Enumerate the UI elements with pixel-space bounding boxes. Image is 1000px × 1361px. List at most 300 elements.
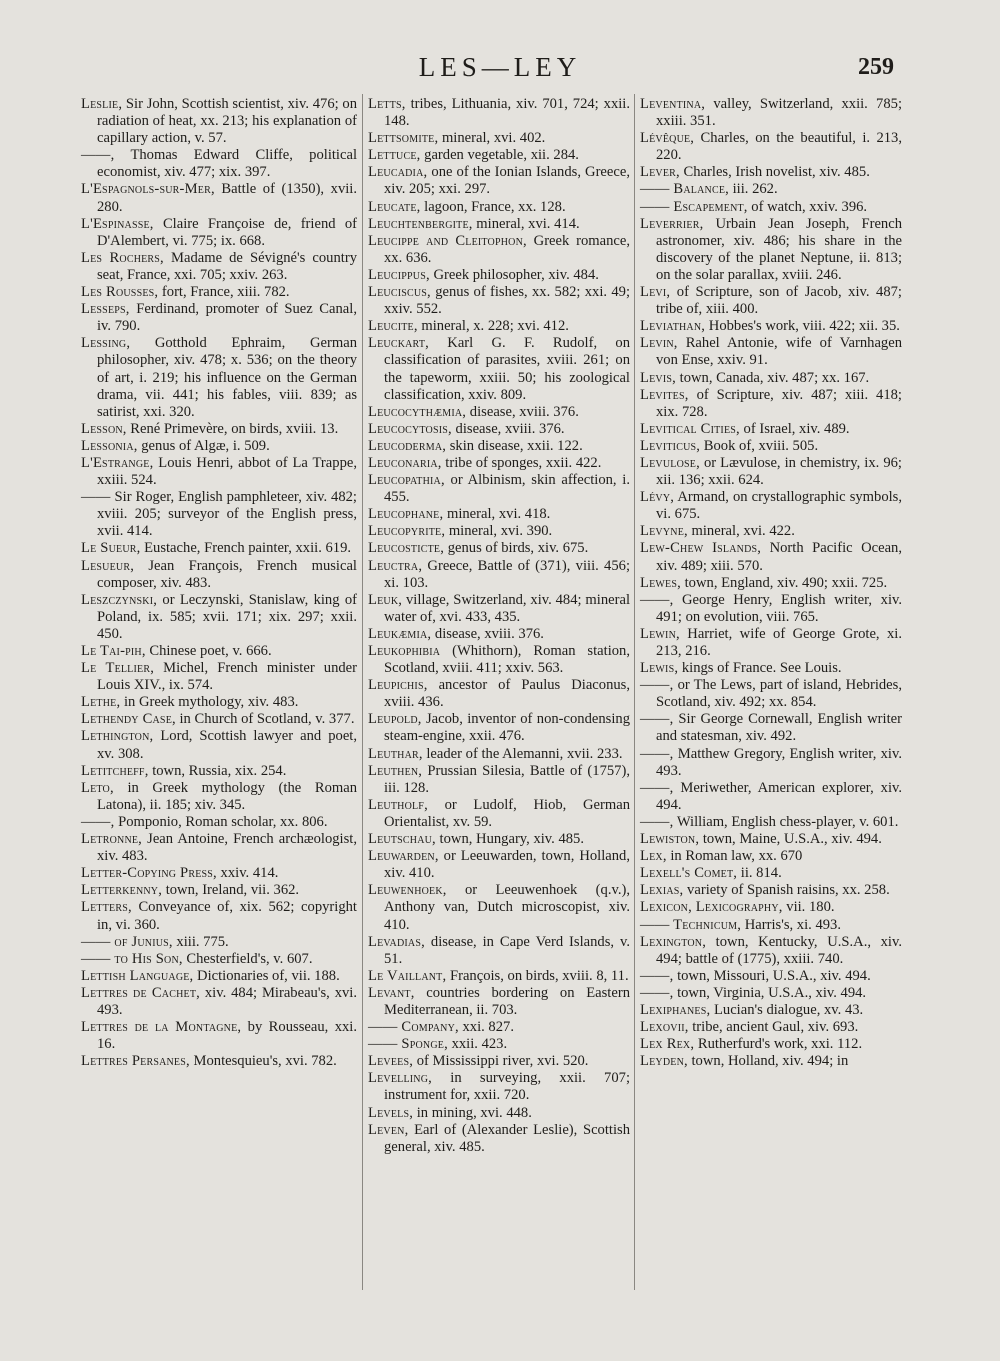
index-entry <box>640 181 902 198</box>
entry-headword: Levees, <box>368 1053 414 1070</box>
entry-headword: Levitical Cities, <box>640 420 740 437</box>
entry-references: disease, xviii. 376. <box>451 420 565 437</box>
index-entry <box>640 831 902 848</box>
entry-headword: Leslie, <box>81 96 123 112</box>
index-entry <box>81 181 357 215</box>
index-entry <box>368 199 630 216</box>
entry-headword: Lettsomite, <box>368 130 439 147</box>
entry-references: countries bordering on Eastern Mediterranean, ii. 703. <box>384 984 630 1018</box>
entry-headword: Lévy, <box>640 489 675 506</box>
index-entry <box>81 96 357 147</box>
entry-headword: Lewiston, <box>640 831 700 848</box>
entry-references: town, Holland, xiv. 494; in <box>687 1053 849 1070</box>
entry-headword: —— <box>81 489 111 506</box>
entry-headword: Leuwenhoek, <box>368 882 447 899</box>
index-entry <box>368 1122 630 1156</box>
index-entry <box>368 540 630 557</box>
index-entry <box>640 164 902 181</box>
index-entry <box>640 917 902 934</box>
index-entry <box>640 1019 902 1036</box>
entry-headword: Leucippus, <box>368 266 430 283</box>
entry-references: garden vegetable, xii. 284. <box>420 147 579 164</box>
entry-headword: Levin, <box>640 335 678 352</box>
entry-headword: Leverrier, <box>640 215 704 232</box>
entry-references: Charles, Irish novelist, xiv. 485. <box>679 164 870 181</box>
entry-references: by Rousseau, xxi. 16. <box>97 1019 357 1053</box>
entry-references: iii. 262. <box>728 181 778 198</box>
entry-references: Dictionaries of, vii. 188. <box>193 967 340 984</box>
index-entry <box>368 284 630 318</box>
entry-references: xxi. 827. <box>458 1019 514 1036</box>
index-entry <box>368 746 630 763</box>
index-entry <box>81 1019 357 1053</box>
index-entry <box>368 438 630 455</box>
entry-headword: Leuckart, <box>368 335 429 352</box>
entry-headword: L'Estrange, <box>81 454 154 471</box>
entry-references: Greek romance, xx. 636. <box>384 232 630 266</box>
index-entry <box>81 814 357 831</box>
entry-references: Armand, on crystallographic symbols, vi. 675. <box>656 489 902 523</box>
index-entry <box>81 951 357 968</box>
entry-references: Chesterfield's, v. 607. <box>182 950 313 967</box>
column-divider <box>634 94 635 1290</box>
entry-headword: Le Sueur, <box>81 540 141 557</box>
entry-headword: Leto, <box>81 779 114 796</box>
entry-references: Meriwether, American explorer, xiv. 494. <box>656 779 902 813</box>
index-entry <box>640 677 902 711</box>
entry-headword: Lexington, <box>640 933 707 950</box>
entry-references: Book of, xviii. 505. <box>700 437 819 454</box>
entry-headword: Leyden, <box>640 1053 688 1070</box>
index-entry <box>640 96 902 130</box>
entry-headword: L'Espinasse, <box>81 215 154 232</box>
index-entry <box>368 558 630 592</box>
index-entry <box>81 934 357 951</box>
index-entry <box>81 1053 357 1070</box>
entry-headword: Lewin, <box>640 625 680 642</box>
entry-headword: Leuk, <box>368 591 403 608</box>
index-entry <box>368 1070 630 1104</box>
entry-headword: Lethendy Case, <box>81 711 176 728</box>
entry-references: town, Hungary, xiv. 485. <box>435 831 584 848</box>
entry-headword: Le Tellier, <box>81 660 155 677</box>
index-entry <box>368 421 630 438</box>
entry-headword: ——, <box>81 813 115 830</box>
index-entry <box>81 216 357 250</box>
index-entry <box>81 335 357 420</box>
entry-references: or Lævulose, in chemistry, ix. 96; xii. 136; xxii. 624. <box>656 454 902 489</box>
entry-headword: Leuthen, <box>368 762 423 779</box>
index-entry <box>368 147 630 164</box>
index-entry <box>81 301 357 335</box>
entry-headword: Letts, <box>368 96 406 112</box>
entry-headword: Lettres de Cachet, <box>81 984 200 1001</box>
entry-headword: Lewis, <box>640 660 679 677</box>
index-column-2 <box>368 96 630 1156</box>
index-entry <box>368 233 630 267</box>
index-entry <box>640 1053 902 1070</box>
entry-references: in Church of Scotland, v. 377. <box>175 711 355 728</box>
index-entry <box>640 660 902 677</box>
index-entry <box>640 284 902 318</box>
running-header: LES—LEY <box>418 52 582 82</box>
entry-references: village, Switzerland, xiv. 484; mineral water of, xvi. 433, 435. <box>384 591 630 625</box>
entry-references: town, Missouri, U.S.A., xiv. 494. <box>673 967 871 984</box>
entry-headword: Leviathan, <box>640 318 706 335</box>
entry-references: of Scripture, xiv. 487; xiii. 418; xix. 728. <box>656 386 902 420</box>
index-entry <box>81 438 357 455</box>
entry-references: Lucian's dialogue, xv. 43. <box>710 1001 864 1018</box>
entry-references: of Mississippi river, xvi. 520. <box>413 1053 589 1070</box>
entry-headword: ——, <box>640 711 674 728</box>
entry-references: François, on birds, xviii. 8, 11. <box>446 967 629 984</box>
entry-references: fort, France, xiii. 782. <box>158 284 290 301</box>
entry-references: Ferdinand, promoter of Suez Canal, iv. 790. <box>97 301 357 335</box>
entry-headword: ——, <box>640 779 674 796</box>
index-column-3 <box>640 96 902 1070</box>
index-entry <box>81 711 357 728</box>
entry-headword: Leuciscus, <box>368 284 431 301</box>
index-entry <box>368 848 630 882</box>
index-entry <box>368 472 630 506</box>
index-entry <box>640 814 902 831</box>
index-entry <box>368 335 630 403</box>
entry-headword: Leukophibia <box>368 643 441 659</box>
index-entry <box>81 540 357 557</box>
entry-references: Lord, Scottish lawyer and poet, xv. 308. <box>97 728 357 762</box>
entry-references: disease, xviii. 376. <box>466 403 579 420</box>
index-entry <box>81 643 357 660</box>
index-entry <box>368 523 630 540</box>
entry-headword: Lettres de la Montagne, <box>81 1019 242 1036</box>
entry-headword: Leucadia, <box>368 164 428 181</box>
entry-references: Thomas Edward Cliffe, political economist, xiv. 477; xix. 397. <box>97 147 357 181</box>
index-entry <box>81 763 357 780</box>
entry-headword: Lettuce, <box>368 147 421 164</box>
entry-headword: Lessonia, <box>81 437 138 454</box>
entry-references: Greek philosopher, xiv. 484. <box>429 266 599 283</box>
entry-headword: Lexiphanes, <box>640 1001 711 1018</box>
entry-references: Battle of (1350), xvii. 280. <box>97 181 357 215</box>
index-entry <box>368 1105 630 1122</box>
index-entry <box>368 267 630 284</box>
index-entry <box>81 882 357 899</box>
entry-references: xxii. 423. <box>447 1036 508 1053</box>
entry-headword: Lethe, <box>81 694 121 711</box>
entry-references: Louis Henri, abbot of La Trappe, xxiii. 524. <box>97 454 357 489</box>
index-entry <box>640 1002 902 1019</box>
entry-headword: Leszczynski, <box>81 591 158 608</box>
index-entry <box>640 865 902 882</box>
entry-references: in Greek mythology, xiv. 483. <box>120 694 299 711</box>
page-number: 259 <box>858 54 894 80</box>
entry-headword: Letronne, <box>81 831 143 848</box>
entry-references: town, Ireland, vii. 362. <box>162 882 300 899</box>
entry-headword: Le Tai-pih, <box>81 643 146 659</box>
index-entry <box>368 677 630 711</box>
entry-headword: Letitcheff, <box>81 762 149 779</box>
index-entry <box>368 626 630 643</box>
index-entry <box>640 318 902 335</box>
entry-references: of watch, xxiv. 396. <box>747 198 868 215</box>
entry-references: Harris's, xi. 493. <box>741 916 841 933</box>
entry-headword: Leucopyrite, <box>368 523 446 540</box>
entry-headword: Levites, <box>640 386 689 403</box>
index-entry <box>640 968 902 985</box>
entry-headword: Lex, <box>640 848 667 865</box>
index-entry <box>640 985 902 1002</box>
entry-headword: Lessing, <box>81 335 131 352</box>
entry-references: or Leeuwenhoek (q.v.), Anthony van, Dutch microscopist, xiv. 410. <box>384 882 630 933</box>
index-entry <box>368 506 630 523</box>
entry-references: Hobbes's work, viii. 422; xii. 35. <box>705 318 900 335</box>
index-entry <box>368 711 630 745</box>
index-entry <box>81 694 357 711</box>
index-entry <box>640 540 902 574</box>
index-entry <box>81 985 357 1019</box>
entry-references: mineral, xvi. 414. <box>472 215 580 232</box>
entry-headword: Levyne, <box>640 523 688 540</box>
entry-references: Sir George Cornewall, English writer and statesman, xiv. 492. <box>656 711 902 745</box>
index-entry <box>640 899 902 916</box>
entry-references: (Whithorn), Roman station, Scotland, xviii. 411; xxiv. 563. <box>384 643 630 677</box>
index-entry <box>368 985 630 1019</box>
index-entry <box>368 968 630 985</box>
entry-references: ancestor of Paulus Diaconus, xviii. 436. <box>384 677 630 711</box>
index-entry <box>81 489 357 540</box>
entry-headword: Lever, <box>640 164 680 181</box>
index-entry <box>81 728 357 762</box>
entry-headword: —— Escapement, <box>640 198 748 215</box>
entry-references: George Henry, English writer, xiv. 491; on evolution, viii. 765. <box>656 591 902 625</box>
entry-references: Michel, French minister under Louis XIV., ix. 574. <box>97 660 357 694</box>
index-entry <box>368 96 630 130</box>
entry-headword: Lethington, <box>81 728 154 745</box>
entry-headword: L'Espagnols-sur-Mer, <box>81 181 215 198</box>
entry-headword: ——, <box>640 677 674 694</box>
index-entry <box>640 934 902 968</box>
entry-references: Sir John, Scottish scientist, xiv. 476; on radiation of heat, xx. 213; his explanation of capillary action, v. 57. <box>97 96 357 147</box>
entry-references: or Albinism, skin affection, i. 455. <box>384 472 630 506</box>
entry-headword: —— Technicum, <box>640 916 742 933</box>
entry-references: town, Canada, xiv. 487; xx. 167. <box>676 369 870 386</box>
index-entry <box>368 130 630 147</box>
entry-references: or Ludolf, Hiob, German Orientalist, xv. 59. <box>384 796 630 830</box>
entry-references: mineral, xvi. 390. <box>445 523 553 540</box>
index-entry <box>368 318 630 335</box>
entry-references: Harriet, wife of George Grote, xi. 213, 216. <box>656 625 902 659</box>
index-entry <box>81 831 357 865</box>
entry-headword: Lex Rex, <box>640 1036 695 1053</box>
index-entry <box>640 130 902 164</box>
index-entry <box>640 882 902 899</box>
index-entry <box>640 199 902 216</box>
index-entry <box>81 421 357 438</box>
index-entry <box>640 575 902 592</box>
index-entry <box>640 523 902 540</box>
entry-headword: Leucophane, <box>368 506 444 523</box>
entry-headword: Lettres Persanes, <box>81 1053 190 1070</box>
entry-headword: Levels, <box>368 1104 414 1121</box>
entry-references: Charles, on the beautiful, i. 213, 220. <box>656 130 902 164</box>
index-entry <box>368 164 630 198</box>
index-entry <box>640 746 902 780</box>
entry-headword: ——, <box>640 967 674 984</box>
index-entry <box>640 216 902 284</box>
entry-headword: Lew-Chew Islands, <box>640 540 762 557</box>
index-entry <box>368 455 630 472</box>
entry-references: town, Russia, xix. 254. <box>148 762 287 779</box>
entry-headword: Lexicon, Lexicography, <box>640 899 783 916</box>
index-entry <box>640 848 902 865</box>
entry-references: Chinese poet, v. 666. <box>145 643 272 659</box>
entry-references: town, Virginia, U.S.A., xiv. 494. <box>673 984 867 1001</box>
index-entry <box>368 1036 630 1053</box>
entry-headword: Letters, <box>81 899 132 916</box>
entry-headword: Leucoderma, <box>368 437 447 454</box>
entry-references: Urbain Jean Joseph, French astronomer, xiv. 486; his share in the discovery of the planet Neptune, ii. 813; on the solar parallax, xviii. 246. <box>656 215 902 283</box>
entry-references: Rahel Antonie, wife of Varnhagen von Ense, xxiv. 91. <box>656 335 902 369</box>
index-entry <box>81 147 357 181</box>
entry-headword: ——, <box>640 745 674 762</box>
entry-references: Earl of (Alexander Leslie), Scottish general, xiv. 485. <box>384 1121 630 1155</box>
index-entry <box>640 455 902 489</box>
entry-references: ii. 814. <box>737 865 782 882</box>
entry-headword: Lettish Language, <box>81 967 194 984</box>
index-entry <box>81 968 357 985</box>
entry-references: skin disease, xxii. 122. <box>446 437 583 454</box>
index-entry <box>640 438 902 455</box>
entry-headword: Lesseps, <box>81 301 130 318</box>
entry-references: Conveyance of, xix. 562; copyright in, vi. 360. <box>97 899 357 933</box>
entry-references: leader of the Alemanni, xvii. 233. <box>422 745 623 762</box>
entry-references: town, England, xiv. 490; xxii. 725. <box>680 574 888 591</box>
index-entry <box>81 455 357 489</box>
entry-headword: —— Company, <box>368 1019 459 1036</box>
entry-headword: Lewes, <box>640 574 681 591</box>
entry-headword: Leven, <box>368 1121 409 1138</box>
entry-references: tribe, ancient Gaul, xiv. 693. <box>688 1019 859 1036</box>
entry-headword: Leupichis, <box>368 677 428 694</box>
entry-headword: ——, <box>640 813 674 830</box>
entry-headword: Leventina, <box>640 96 706 112</box>
entry-references: Rutherfurd's work, xxi. 112. <box>694 1036 863 1053</box>
entry-references: disease, in Cape Verd Islands, v. 51. <box>384 933 630 967</box>
entry-references: Eustache, French painter, xxii. 619. <box>140 540 352 557</box>
index-entry <box>640 1036 902 1053</box>
entry-references: or Leczynski, Stanislaw, king of Poland, ix. 585; xvii. 171; xix. 297; xxii. 450. <box>97 591 357 642</box>
entry-headword: —— Sponge, <box>368 1036 448 1053</box>
index-entry <box>368 934 630 968</box>
entry-headword: Leuchtenbergite, <box>368 215 473 232</box>
entry-references: Jean Antoine, French archæologist, xiv. 483. <box>97 831 357 865</box>
entry-references: xiv. 484; Mirabeau's, xvi. 493. <box>97 984 357 1018</box>
entry-references: xxiv. 414. <box>216 865 279 882</box>
index-entry <box>81 592 357 643</box>
entry-references: one of the Ionian Islands, Greece, xiv. 205; xxi. 297. <box>384 164 630 198</box>
entry-headword: Leuwarden, <box>368 848 439 865</box>
entry-references: Greece, Battle of (371), viii. 456; xi. 103. <box>384 557 630 591</box>
entry-references: lagoon, France, xx. 128. <box>420 198 566 215</box>
entry-references: vii. 180. <box>782 899 835 916</box>
entry-references: of Scripture, son of Jacob, xiv. 487; tribe of, xiii. 400. <box>656 284 902 318</box>
index-entry <box>368 592 630 626</box>
entry-references: Madame de Sévigné's country seat, France, xxi. 705; xxiv. 263. <box>97 249 357 283</box>
entry-references: Pomponio, Roman scholar, xx. 806. <box>114 813 328 830</box>
entry-headword: Lexias, <box>640 882 684 899</box>
entry-references: René Primevère, on birds, xviii. 13. <box>126 420 339 437</box>
entry-headword: Letter-Copying Press, <box>81 865 217 882</box>
entry-references: Karl G. F. Rudolf, on classification of parasites, xviii. 261; on the tapeworm, xxiii. 50; his zoological classification, xxiv. 809. <box>384 335 630 403</box>
entry-references: in Greek mythology (the Roman Latona), ii. 185; xiv. 345. <box>97 779 357 813</box>
entry-references: in Roman law, xx. 670 <box>666 848 803 865</box>
entry-references: genus of birds, xiv. 675. <box>444 540 589 557</box>
entry-headword: —— Balance, <box>640 181 729 198</box>
entry-headword: ——, <box>640 591 674 608</box>
entry-headword: Levulose, <box>640 454 700 471</box>
entry-references: genus of Algæ, i. 509. <box>137 437 270 454</box>
entry-references: kings of France. See Louis. <box>678 660 842 677</box>
entry-headword: Leucopathia, <box>368 472 445 489</box>
entry-headword: Leupold, <box>368 711 422 728</box>
entry-references: Jacob, inventor of non-condensing steam-engine, xxii. 476. <box>384 711 630 745</box>
entry-references: genus of fishes, xx. 582; xxi. 49; xxiv. 552. <box>384 284 630 318</box>
index-entry <box>81 660 357 694</box>
index-entry <box>640 626 902 660</box>
entry-headword: Letterkenny, <box>81 882 163 899</box>
entry-headword: Levant, <box>368 984 415 1001</box>
entry-headword: Les Rousses, <box>81 284 159 301</box>
entry-references: William, English chess-player, v. 601. <box>673 813 899 830</box>
entry-headword: —— of Junius, <box>81 933 173 950</box>
entry-references: Gotthold Ephraim, German philosopher, xiv. 478; x. 536; on the theory of art, i. 219; his influence on the German drama, vii. 441; his fables, viii. 839; as satirist, xxi. 320. <box>97 335 357 420</box>
entry-headword: Leucocythæmia, <box>368 403 467 420</box>
index-entry <box>640 780 902 814</box>
entry-headword: Lévêque, <box>640 130 695 147</box>
index-column-1 <box>81 96 357 1070</box>
index-entry <box>368 882 630 933</box>
entry-references: mineral, xvi. 402. <box>438 130 546 147</box>
entry-references: tribe of sponges, xxii. 422. <box>441 454 602 471</box>
entry-references: in mining, xvi. 448. <box>413 1104 532 1121</box>
entry-references: Jean François, French musical composer, xiv. 483. <box>97 557 357 591</box>
entry-headword: Leucite, <box>368 318 418 335</box>
entry-headword: Levadias, <box>368 933 425 950</box>
column-divider <box>362 94 363 1290</box>
entry-headword: Leukæmia, <box>368 625 432 642</box>
entry-references: Montesquieu's, xvi. 782. <box>189 1053 337 1070</box>
index-entry <box>640 592 902 626</box>
entry-headword: Leuctra, <box>368 557 423 574</box>
index-entry <box>368 763 630 797</box>
index-entry <box>81 899 357 933</box>
entry-references: Claire Françoise de, friend of D'Alembert, vi. 775; ix. 668. <box>97 215 357 249</box>
index-entry <box>640 335 902 369</box>
entry-references: in surveying, xxii. 707; instrument for, xxii. 720. <box>384 1070 630 1104</box>
entry-headword: Leucosticte, <box>368 540 445 557</box>
entry-references: of Israel, xiv. 489. <box>739 420 850 437</box>
index-entry <box>640 489 902 523</box>
entry-references: town, Maine, U.S.A., xiv. 494. <box>699 831 882 848</box>
index-entry <box>640 370 902 387</box>
entry-references: mineral, xvi. 422. <box>687 523 795 540</box>
index-entry <box>368 1053 630 1070</box>
entry-headword: Leuthar, <box>368 745 423 762</box>
entry-references: or Leeuwarden, town, Holland, xiv. 410. <box>384 848 630 882</box>
entry-headword: Lesueur, <box>81 557 135 574</box>
entry-headword: Leuconaria, <box>368 454 442 471</box>
entry-references: mineral, x. 228; xvi. 412. <box>417 318 569 335</box>
